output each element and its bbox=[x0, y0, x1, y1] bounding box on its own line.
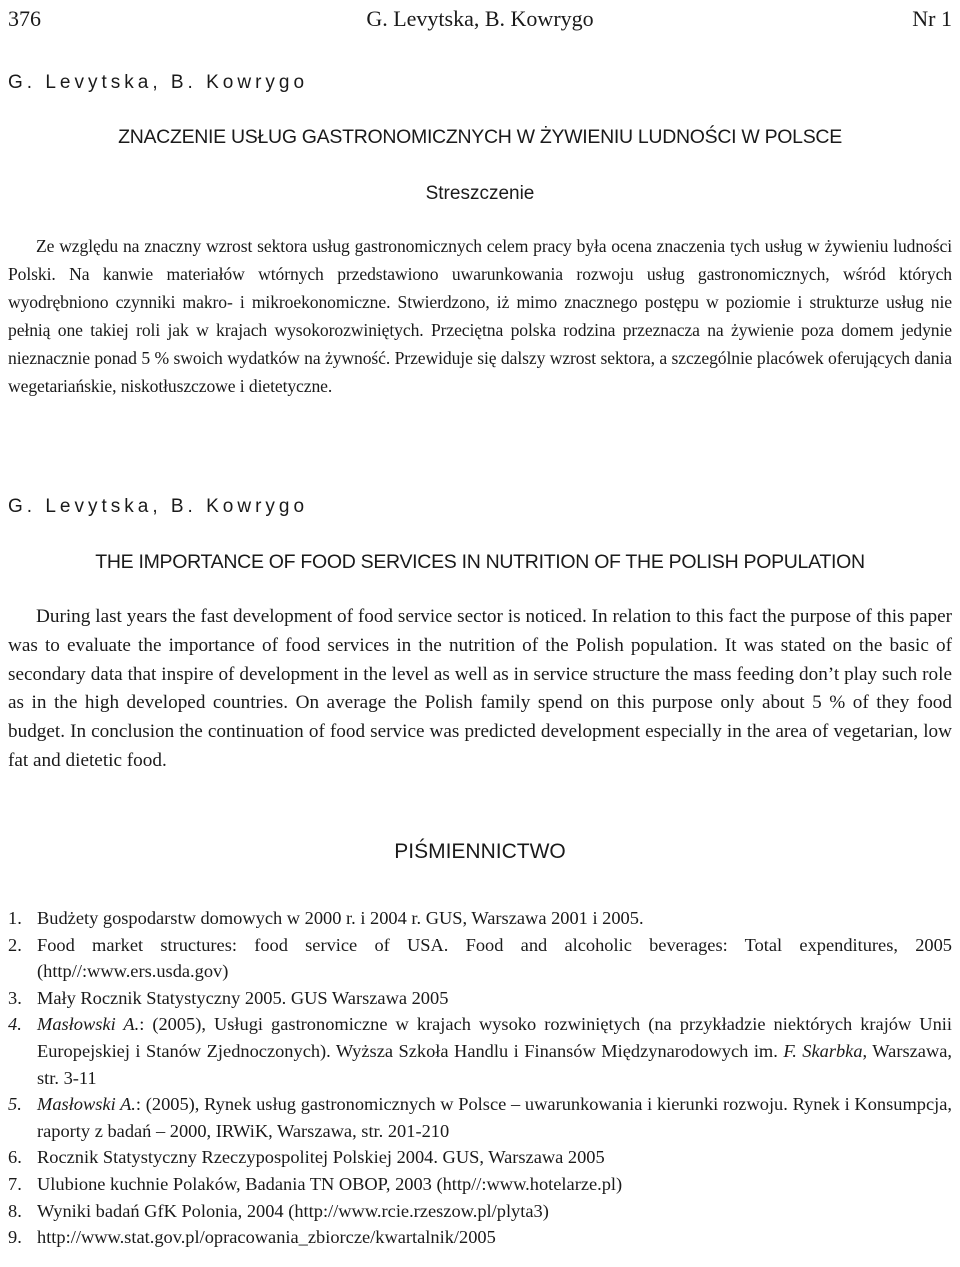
reference-number: 9. bbox=[8, 1227, 22, 1248]
reference-number: 7. bbox=[8, 1173, 22, 1194]
references-heading: PIŚMIENNICTWO bbox=[394, 840, 566, 863]
reference-number: 3. bbox=[8, 987, 22, 1008]
reference-item bbox=[8, 905, 952, 932]
reference-patron: F. Skarbka bbox=[783, 1040, 863, 1061]
running-title: G. Levytska, B. Kowrygo bbox=[366, 6, 594, 31]
polish-authors: G. Levytska, B. Kowrygo bbox=[8, 72, 309, 93]
reference-text: Mały Rocznik Statystyczny 2005. GUS Warszawa 2005 bbox=[37, 987, 449, 1008]
reference-author: Masłowski A. bbox=[37, 1094, 136, 1115]
reference-item bbox=[8, 1224, 952, 1251]
reference-item bbox=[8, 1198, 952, 1225]
reference-item bbox=[8, 985, 952, 1012]
page-header bbox=[8, 6, 952, 34]
reference-number: 2. bbox=[8, 934, 22, 955]
reference-author: Masłowski A. bbox=[37, 1014, 140, 1035]
reference-number: 4. bbox=[8, 1014, 22, 1035]
reference-number: 8. bbox=[8, 1200, 22, 1221]
reference-text: : (2005), Usługi gastronomiczne w krajach wysoko rozwiniętych (na przykładzie niektórych krajów Unii Europejskiej i Stanów Zjednoczonych). Wyższa Szkoła Handlu i Finansów Międzynarodowych im. bbox=[37, 1014, 952, 1061]
reference-item bbox=[8, 1091, 952, 1144]
reference-item bbox=[8, 932, 952, 985]
reference-item bbox=[8, 1011, 952, 1091]
reference-item bbox=[8, 1144, 952, 1171]
english-abstract: During last years the fast development of food service sector is noticed. In relation to this fact the purpose of this paper was to evaluate the importance of food services in the nutrition of the Polish population. It was stated on the basic of secondary data that inspire of development in the level as well as in service structure the mass feeding don’t play such role as in the high developed countries. On average the Polish family spend on this purpose only about 5 % of they food budget. In conclusion the continuation of food service was predicted development especially in the area of vegetarian, low fat and dietetic food. bbox=[8, 606, 952, 771]
page-number: 376 bbox=[8, 6, 41, 31]
reference-number: 5. bbox=[8, 1094, 22, 1115]
reference-number: 1. bbox=[8, 908, 22, 928]
reference-text: Budżety gospodarstw domowych w 2000 r. i 2004 r. GUS, Warszawa 2001 i 2005. bbox=[37, 908, 644, 928]
issue-number: Nr 1 bbox=[912, 6, 952, 31]
polish-title: ZNACZENIE USŁUG GASTRONOMICZNYCH W ŻYWIENIU LUDNOŚCI W POLSCE bbox=[118, 126, 842, 148]
reference-item bbox=[8, 1171, 952, 1198]
reference-text: Ulubione kuchnie Polaków, Badania TN OBOP, 2003 (http//:www.hotelarze.pl) bbox=[37, 1173, 623, 1194]
reference-text: : (2005), Rynek usług gastronomicznych w Polsce – uwarunkowania i kierunki rozwoju. Rynek i Konsumpcja, raporty z badań – 2000, IRWiK, Warszawa, str. 201-210 bbox=[37, 1094, 952, 1141]
english-authors: G. Levytska, B. Kowrygo bbox=[8, 496, 309, 517]
reference-number: 6. bbox=[8, 1147, 22, 1168]
english-title: THE IMPORTANCE OF FOOD SERVICES IN NUTRITION OF THE POLISH POPULATION bbox=[95, 551, 865, 573]
reference-text: Wyniki badań GfK Polonia, 2004 (http://www.rcie.rzeszow.pl/plyta3) bbox=[37, 1200, 549, 1221]
references-list bbox=[8, 905, 952, 1251]
reference-text-end: , Warszawa, str. 3-11 bbox=[37, 1040, 952, 1088]
reference-text: http://www.stat.gov.pl/opracowania_zbiorcze/kwartalnik/2005 bbox=[37, 1227, 496, 1248]
reference-text: Rocznik Statystyczny Rzeczypospolitej Polskiej 2004. GUS, Warszawa 2005 bbox=[37, 1147, 605, 1168]
polish-abstract: Ze względu na znaczny wzrost sektora usług gastronomicznych celem pracy była ocena znaczenia tych usług w żywieniu ludności Polski. Na kanwie materiałów wtórnych przedstawiono uwarunkowania rozwoju usług gastronomicznych, wśród których wyodrębniono czynniki makro- i mikroekonomiczne. Stwierdzono, iż mimo znacznego postępu w poziomie i strukturze usług nie pełnią one takiej roli jak w krajach wysokorozwiniętych. Przeciętna polska rodzina przeznacza na żywienie poza domem jedynie nieznacznie ponad 5 % swoich wydatków na żywność. Przewiduje się dalszy wzrost sektora, a szczególnie placówek oferujących dania wegetariańskie, niskotłuszczowe i dietetyczne. bbox=[8, 236, 952, 396]
abstract-heading: Streszczenie bbox=[425, 183, 535, 204]
reference-text: Food market structures: food service of USA. Food and alcoholic beverages: Total expenditures, 2005 (http//:www.ers.usda.gov) bbox=[37, 934, 952, 982]
